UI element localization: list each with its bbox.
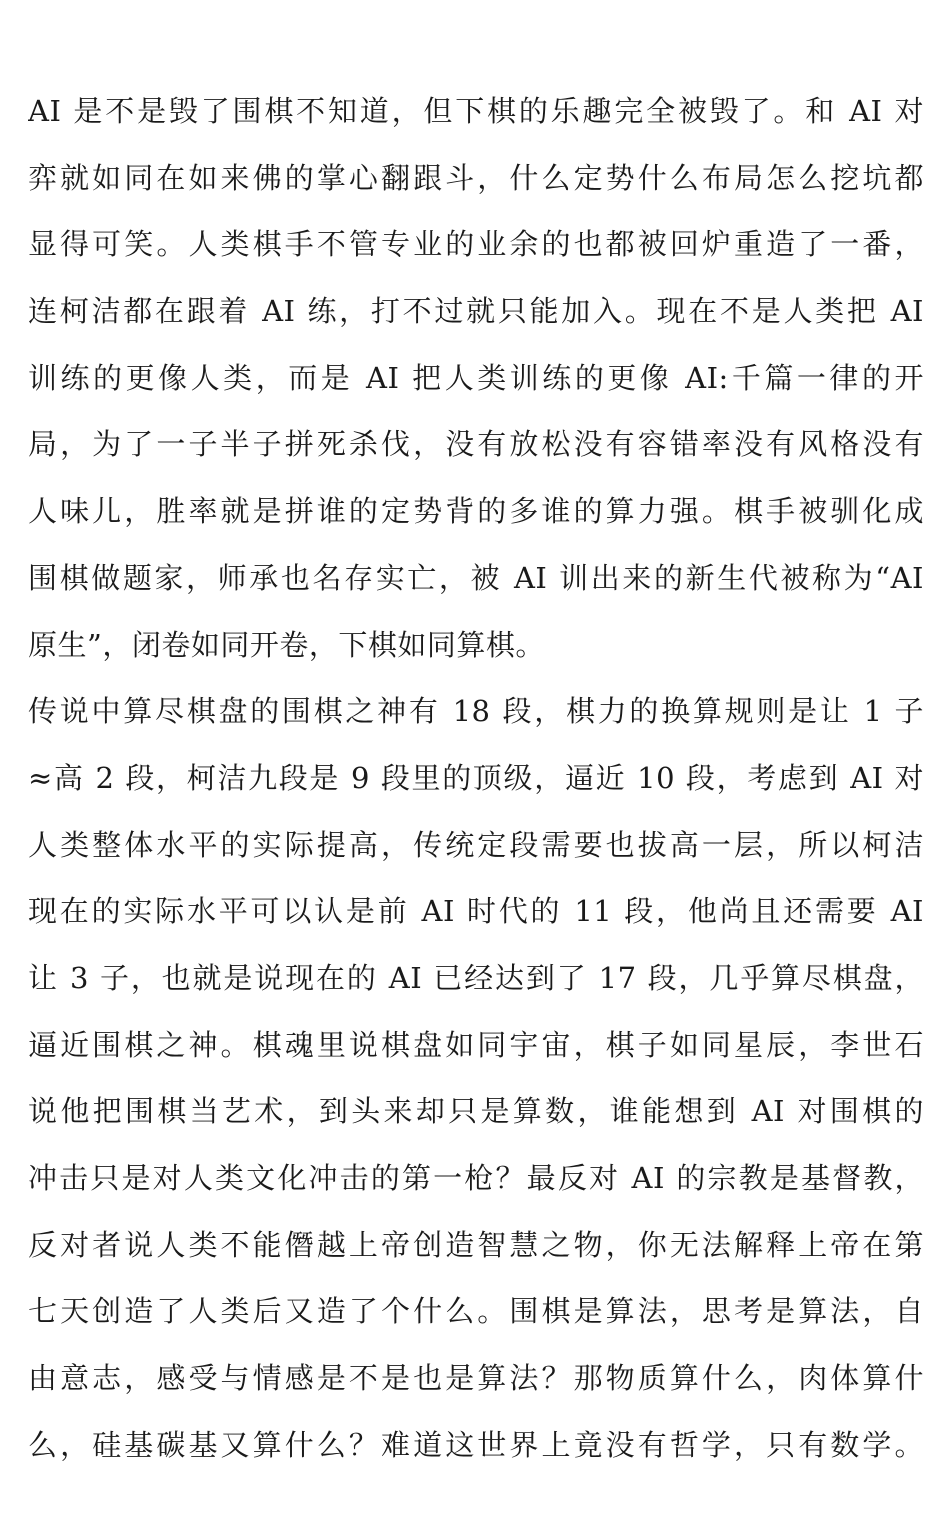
text-line: 么，硅基碳基又算什么？难道这世界上竟没有哲学，只有数学。 (28, 1427, 924, 1462)
document-page (28, 78, 924, 1478)
text-line: 让 3 子，也就是说现在的 AI 已经达到了 17 段，几乎算尽棋盘， (28, 960, 924, 995)
text-line: 冲击只是对人类文化冲击的第一枪？最反对 AI 的宗教是基督教， (28, 1161, 924, 1195)
text-line: 人味儿，胜率就是拼谁的定势背的多谁的算力强。棋手被驯化成 (28, 494, 924, 529)
text-line: ≈高 2 段，柯洁九段是 9 段里的顶级，逼近 10 段，考虑到 AI 对 (28, 760, 924, 795)
text-line: 反对者说人类不能僭越上帝创造智慧之物，你无法解释上帝在第 (28, 1227, 924, 1262)
text-line: 显得可笑。人类棋手不管专业的业余的也都被回炉重造了一番， (28, 227, 924, 262)
text-line: 人类整体水平的实际提高，传统定段需要也拔高一层，所以柯洁 (28, 827, 924, 862)
text-line: 围棋做题家，师承也名存实亡，被 AI 训出来的新生代被称为“AI (28, 560, 924, 595)
text-line: AI 是不是毁了围棋不知道，但下棋的乐趣完全被毁了。和 AI 对 (28, 94, 924, 128)
paragraph-1 (28, 78, 924, 678)
text-line: 原生”，闭卷如同开卷，下棋如同算棋。 (28, 627, 545, 662)
text-line: 弈就如同在如来佛的掌心翻跟斗，什么定势什么布局怎么挖坑都 (28, 160, 924, 195)
text-line: 传说中算尽棋盘的围棋之神有 18 段，棋力的换算规则是让 1 子 (28, 694, 924, 729)
text-line: 七天创造了人类后又造了个什么。围棋是算法，思考是算法，自 (28, 1294, 924, 1329)
text-line: 局，为了一子半子拼死杀伐，没有放松没有容错率没有风格没有 (28, 427, 924, 462)
text-line: 连柯洁都在跟着 AI 练，打不过就只能加入。现在不是人类把 AI (28, 294, 924, 329)
text-line: 训练的更像人类，而是 AI 把人类训练的更像 AI:千篇一律的开 (28, 360, 924, 395)
text-line: 说他把围棋当艺术，到头来却只是算数，谁能想到 AI 对围棋的 (28, 1094, 924, 1129)
paragraph-2 (28, 678, 924, 1478)
text-line: 逼近围棋之神。棋魂里说棋盘如同宇宙，棋子如同星辰，李世石 (28, 1027, 924, 1062)
text-line: 现在的实际水平可以认是前 AI 时代的 11 段，他尚且还需要 AI (28, 894, 924, 929)
text-line: 由意志，感受与情感是不是也是算法？那物质算什么，肉体算什 (28, 1361, 924, 1396)
